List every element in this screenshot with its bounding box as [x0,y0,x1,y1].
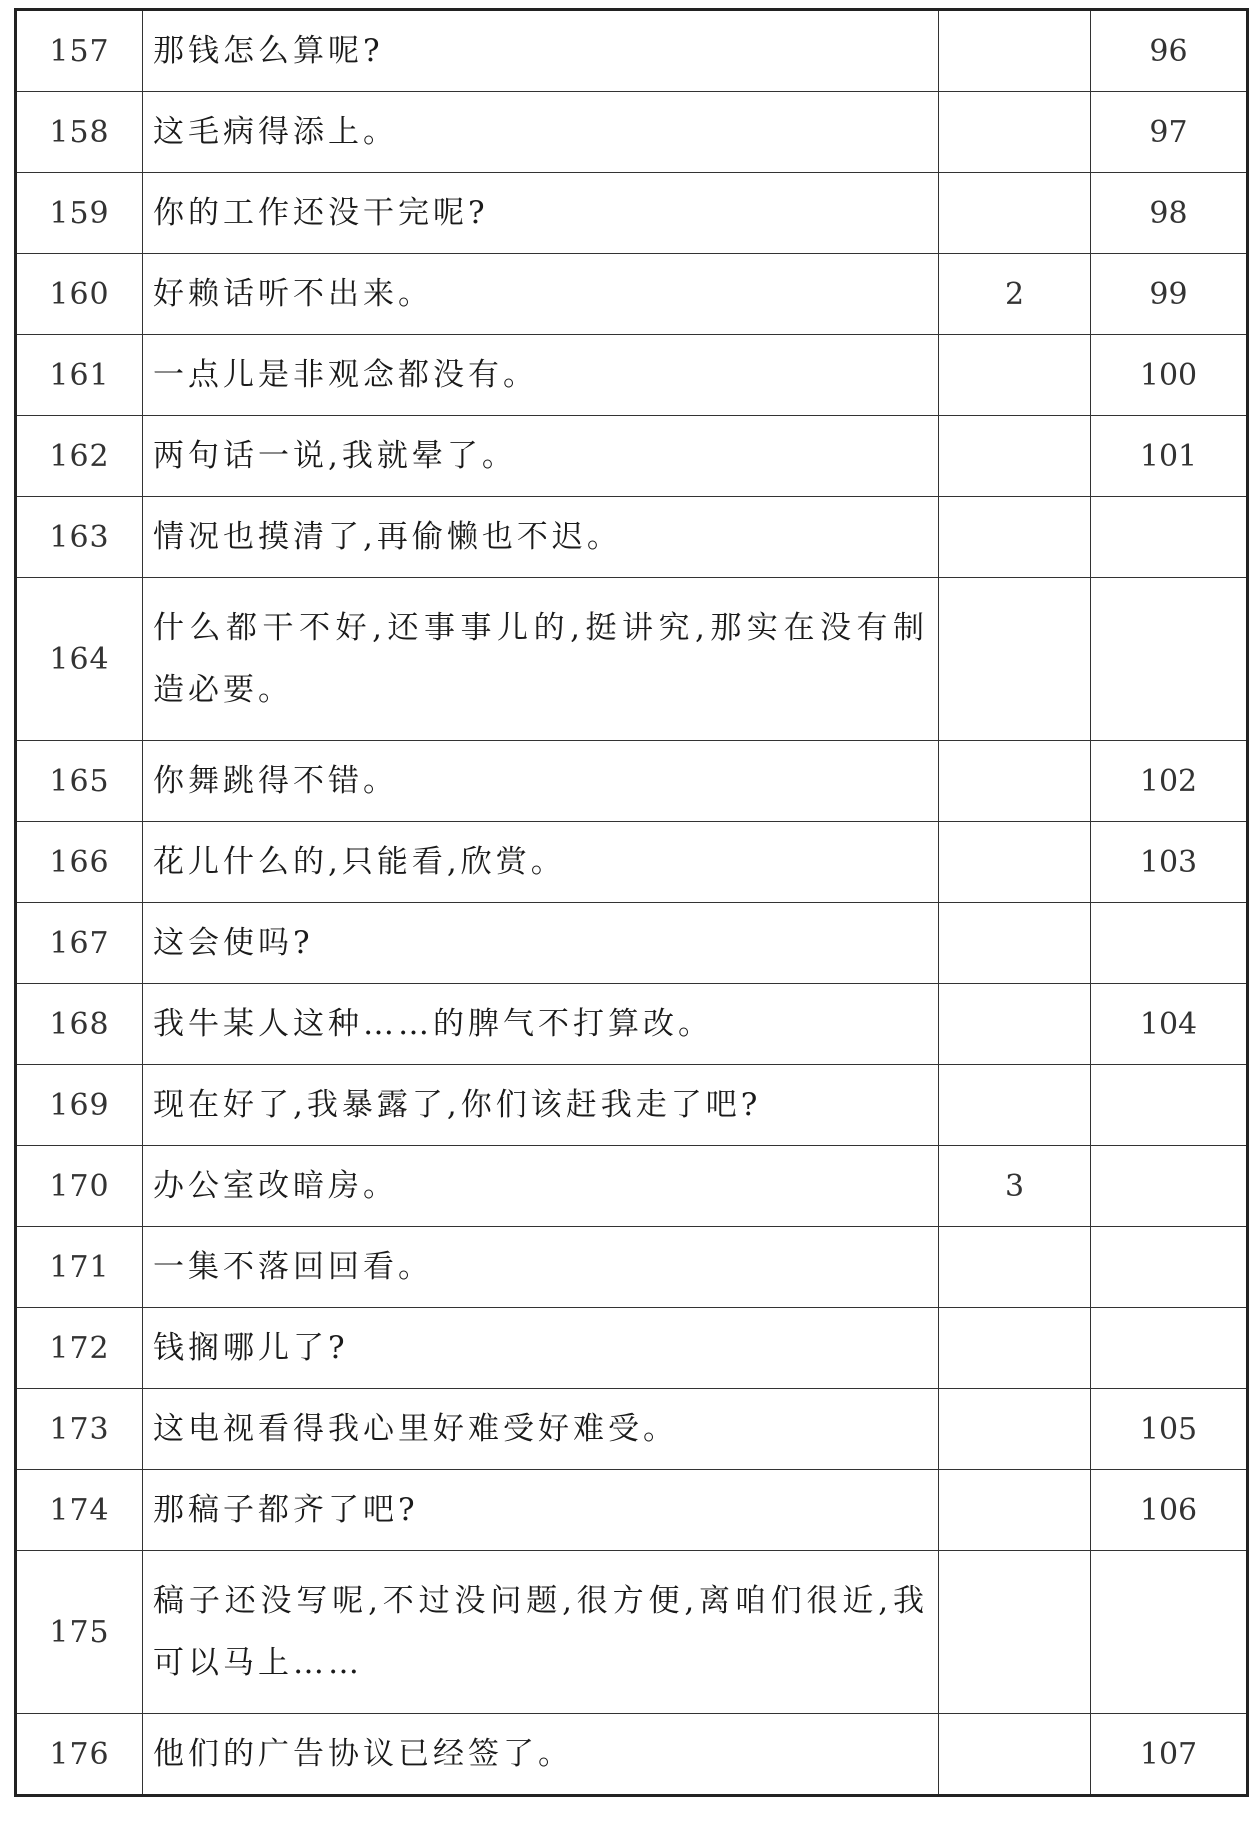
row-number: 162 [16,416,143,497]
table-row [16,1146,1248,1227]
table-row [16,1389,1248,1470]
column-a-value [939,984,1091,1065]
column-b-value: 105 [1091,1389,1248,1470]
row-number: 173 [16,1389,143,1470]
table-row [16,1470,1248,1551]
column-a-value [939,1389,1091,1470]
row-number: 165 [16,741,143,822]
sentence-text: 这电视看得我心里好难受好难受。 [143,1389,939,1470]
column-b-value: 98 [1091,173,1248,254]
column-b-value [1091,1065,1248,1146]
column-a-value [939,497,1091,578]
sentence-text: 稿子还没写呢,不过没问题,很方便,离咱们很近,我可以马上…… [143,1551,939,1714]
column-a-value [939,92,1091,173]
column-b-value: 106 [1091,1470,1248,1551]
table-row [16,254,1248,335]
row-number: 164 [16,578,143,741]
table-row [16,335,1248,416]
table-row [16,416,1248,497]
sentence-text: 这会使吗? [143,903,939,984]
column-a-value [939,173,1091,254]
column-a-value [939,741,1091,822]
column-a-value [939,10,1091,92]
sentence-text: 好赖话听不出来。 [143,254,939,335]
sentence-table [14,8,1249,1797]
sentence-text: 这毛病得添上。 [143,92,939,173]
sentence-text: 你舞跳得不错。 [143,741,939,822]
column-b-value [1091,578,1248,741]
column-a-value [939,1308,1091,1389]
column-a-value [939,1714,1091,1796]
row-number: 163 [16,497,143,578]
table-row [16,741,1248,822]
column-b-value [1091,1146,1248,1227]
sentence-text: 现在好了,我暴露了,你们该赶我走了吧? [143,1065,939,1146]
table-row [16,903,1248,984]
sentence-text: 那钱怎么算呢? [143,10,939,92]
table-row [16,1551,1248,1714]
table-row [16,92,1248,173]
row-number: 167 [16,903,143,984]
column-a-value [939,903,1091,984]
sentence-text: 我牛某人这种……的脾气不打算改。 [143,984,939,1065]
column-a-value [939,1227,1091,1308]
row-number: 168 [16,984,143,1065]
column-b-value [1091,903,1248,984]
column-a-value [939,578,1091,741]
column-b-value: 103 [1091,822,1248,903]
column-a-value: 2 [939,254,1091,335]
column-b-value [1091,1308,1248,1389]
column-b-value: 107 [1091,1714,1248,1796]
document-page [14,8,1246,1797]
column-a-value [939,1065,1091,1146]
sentence-text: 两句话一说,我就晕了。 [143,416,939,497]
table-row [16,1308,1248,1389]
table-row [16,578,1248,741]
column-a-value [939,416,1091,497]
row-number: 158 [16,92,143,173]
table-row [16,822,1248,903]
sentence-text: 一点儿是非观念都没有。 [143,335,939,416]
row-number: 171 [16,1227,143,1308]
table-row [16,984,1248,1065]
column-a-value [939,822,1091,903]
table-row [16,1714,1248,1796]
sentence-text: 你的工作还没干完呢? [143,173,939,254]
column-b-value: 100 [1091,335,1248,416]
row-number: 160 [16,254,143,335]
column-b-value: 102 [1091,741,1248,822]
column-a-value [939,335,1091,416]
table-row [16,1227,1248,1308]
sentence-text: 什么都干不好,还事事儿的,挺讲究,那实在没有制造必要。 [143,578,939,741]
table-row [16,173,1248,254]
column-b-value: 101 [1091,416,1248,497]
row-number: 174 [16,1470,143,1551]
sentence-text: 情况也摸清了,再偷懒也不迟。 [143,497,939,578]
table-row [16,497,1248,578]
row-number: 169 [16,1065,143,1146]
column-b-value [1091,497,1248,578]
column-a-value: 3 [939,1146,1091,1227]
sentence-text: 他们的广告协议已经签了。 [143,1714,939,1796]
column-b-value: 104 [1091,984,1248,1065]
row-number: 170 [16,1146,143,1227]
row-number: 172 [16,1308,143,1389]
sentence-text: 一集不落回回看。 [143,1227,939,1308]
row-number: 176 [16,1714,143,1796]
row-number: 175 [16,1551,143,1714]
column-b-value: 99 [1091,254,1248,335]
sentence-text: 那稿子都齐了吧? [143,1470,939,1551]
row-number: 157 [16,10,143,92]
sentence-text: 钱搁哪儿了? [143,1308,939,1389]
sentence-text: 办公室改暗房。 [143,1146,939,1227]
row-number: 166 [16,822,143,903]
column-b-value: 96 [1091,10,1248,92]
column-b-value [1091,1227,1248,1308]
table-row [16,1065,1248,1146]
row-number: 159 [16,173,143,254]
table-row [16,10,1248,92]
column-b-value: 97 [1091,92,1248,173]
column-b-value [1091,1551,1248,1714]
sentence-text: 花儿什么的,只能看,欣赏。 [143,822,939,903]
column-a-value [939,1470,1091,1551]
row-number: 161 [16,335,143,416]
column-a-value [939,1551,1091,1714]
